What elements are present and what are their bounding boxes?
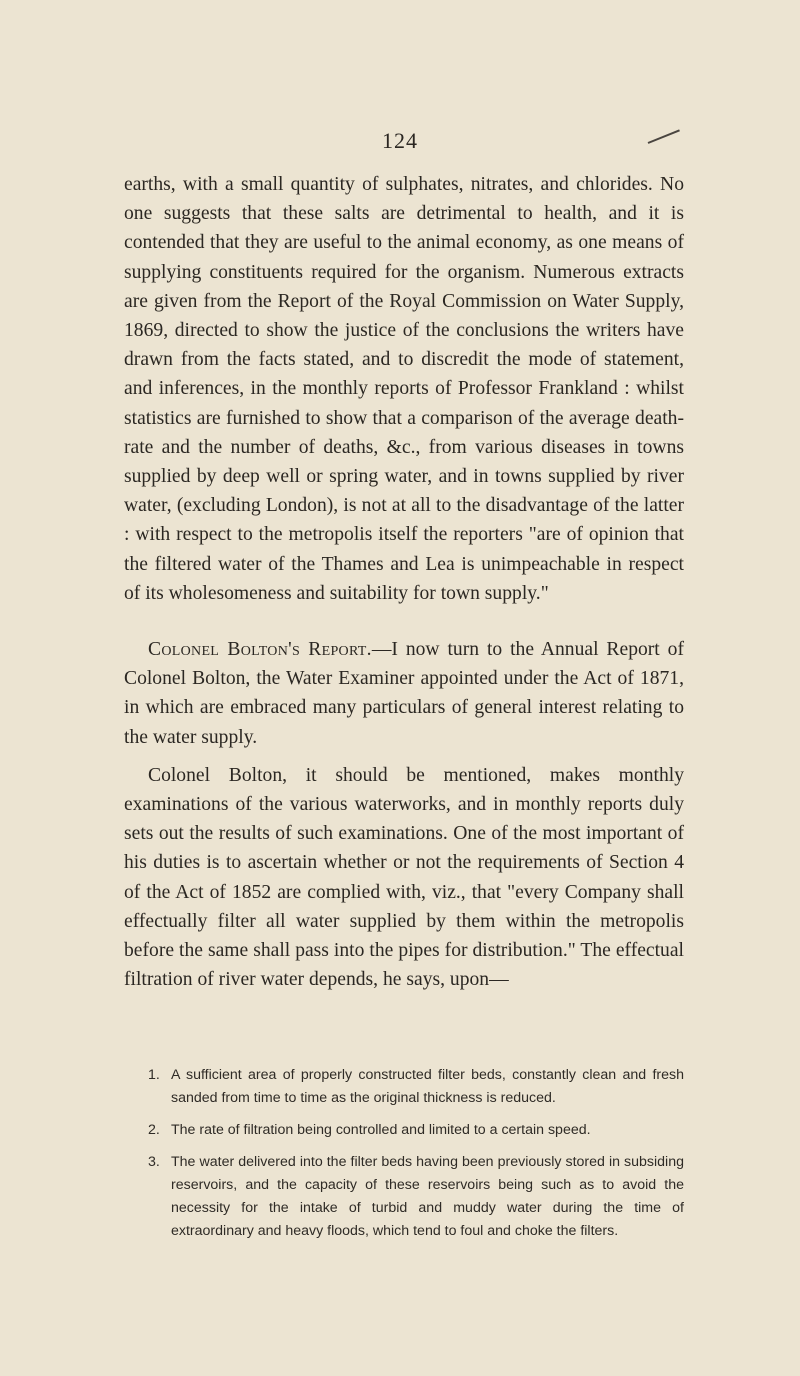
section-heading: Colonel Bolton's Report. — [148, 639, 372, 661]
list-item — [148, 1151, 684, 1243]
paragraph-continuation: earths, with a small quantity of sulphates, nitrates, and chlorides. No one suggests that these salts are detrimental to health, and it is contended that they are useful to the animal economy, as one means of supplying constituents required for the organism. Numerous extracts are given from the Report of the Royal Commission on Water Supply, 1869, directed to show the justice of the conclusions the writers have drawn from the facts stated, and to discredit the mode of statement, and inferences, in the monthly reports of Professor Frankland : whilst statistics are furnished to show that a comparison of the average death-rate and the number of deaths, &c., from various diseases in towns supplied by deep well or spring water, and in towns supplied by river water, (excluding London), is not at all to the disadvantage of the latter : with respect to the metropolis itself the reporters "are of opinion that the filtered water of the Thames and Lea is unimpeachable in respect of its wholesomeness and suitability for town supply." — [124, 174, 684, 604]
list-item-text: The rate of filtration being controlled and limited to a certain speed. — [171, 1122, 591, 1138]
paragraph-monthly-examinations: Colonel Bolton, it should be mentioned, makes monthly examinations of the various waterworks, and in monthly reports duly sets out the results of such examinations. One of the most important of his duties is to ascertain whether or not the requirements of Section 4 of the Act of 1852 are complied with, viz., that "every Company shall effectually filter all water supplied by them within the metropolis before the same shall pass into the pipes for distribution." The effectual filtration of river water depends, he says, upon— — [124, 764, 684, 991]
filtration-requirements-list — [148, 1064, 684, 1252]
list-item — [148, 1119, 684, 1142]
paragraph-bolton-report-body: —I now turn to the Annual Report of Colonel Bolton, the Water Examiner appointed under the Act of 1871, in which are embraced many particulars of general interest relating to the water supply. — [124, 639, 684, 748]
list-item-number: 1. — [148, 1067, 160, 1083]
list-item-number: 2. — [148, 1122, 160, 1138]
body-text — [124, 170, 684, 994]
list-item-text: The water delivered into the filter beds having been previously stored in subsiding reservoirs, and the capacity of these reservoirs being such as to avoid the necessity for the intake of turbid and muddy water during the time of extraordinary and heavy floods, which tend to foul and choke the filters. — [171, 1154, 684, 1239]
page-number: 124 — [382, 128, 418, 153]
list-item — [148, 1064, 684, 1110]
list-item-text: A sufficient area of properly constructed filter beds, constantly clean and fresh sanded from time to time as the original thickness is reduced. — [171, 1067, 684, 1106]
list-item-number: 3. — [148, 1154, 160, 1170]
paragraph-bolton-report — [124, 635, 684, 752]
